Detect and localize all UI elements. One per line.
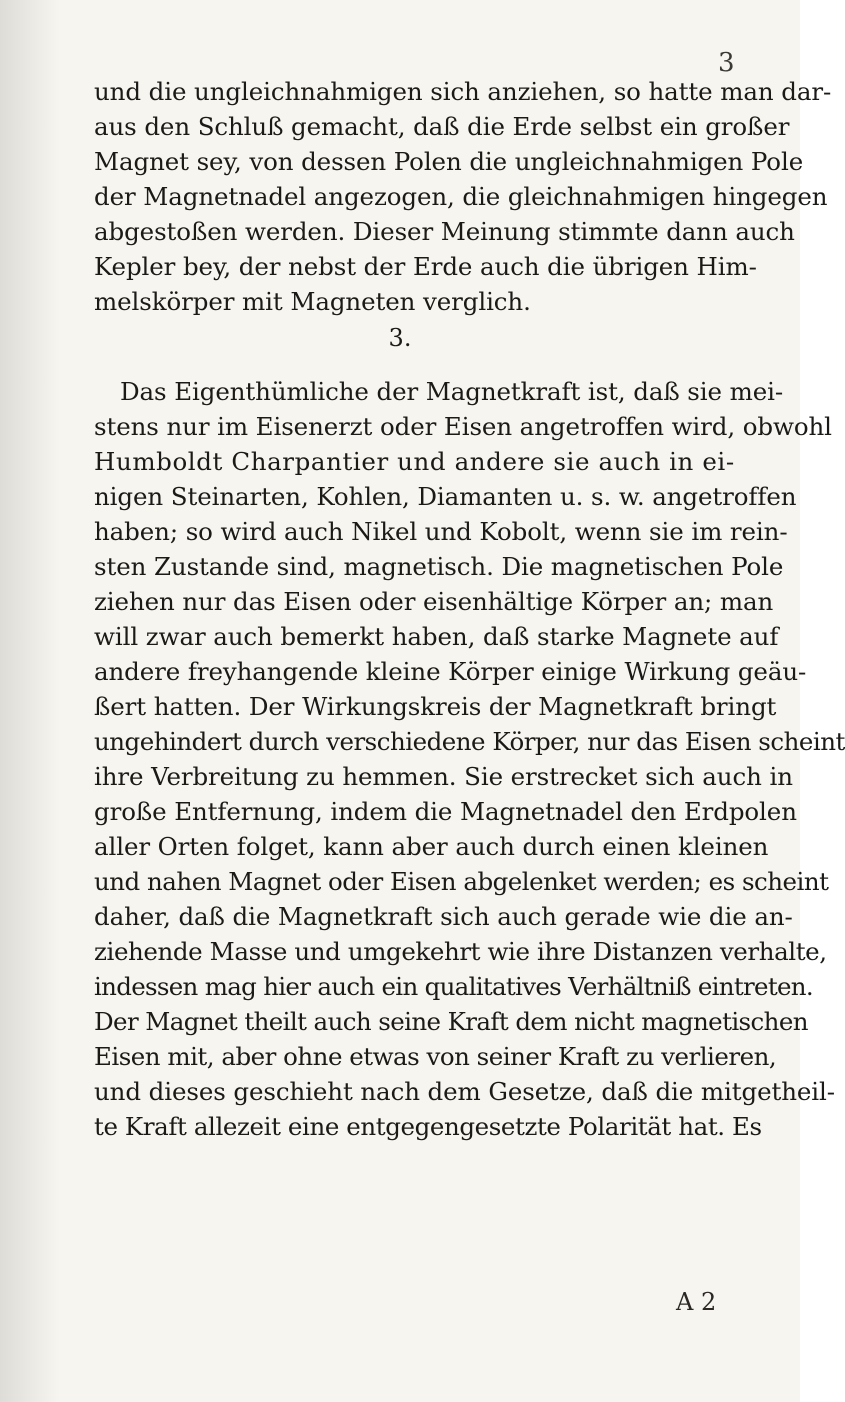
section-number: 3. (388, 324, 412, 352)
text-line: nigen Steinarten, Kohlen, Diamanten u. s. w. angetroffen (94, 482, 797, 511)
text-line: ihre Verbreitung zu hemmen. Sie erstrecket sich auch in (94, 762, 793, 791)
text-line: ziehen nur das Eisen oder eisenhältige Körper an; man (94, 587, 774, 616)
text-line: Magnet sey, von dessen Polen die ungleichnahmigen Pole (94, 147, 804, 176)
text-line: Eisen mit, aber ohne etwas von seiner Kraft zu verlieren, (94, 1042, 777, 1071)
text-line: Der Magnet theilt auch seine Kraft dem nicht magnetischen (94, 1007, 808, 1036)
text-line: ungehindert durch verschiedene Körper, nur das Eisen scheint (94, 727, 845, 756)
text-line: melskörper mit Magneten verglich. (94, 287, 531, 316)
text-line: ßert hatten. Der Wirkungskreis der Magnetkraft bringt (94, 692, 777, 721)
text-line: aus den Schluß gemacht, daß die Erde selbst ein großer (94, 112, 790, 141)
text-line: abgestoßen werden. Dieser Meinung stimmte dann auch (94, 217, 795, 246)
text-line: daher, daß die Magnetkraft sich auch gerade wie die an- (94, 902, 793, 931)
paragraph-2 (94, 374, 845, 1144)
text-line: haben; so wird auch Nikel und Kobolt, wenn sie im rein- (94, 517, 788, 546)
text-line: stens nur im Eisenerzt oder Eisen angetroffen wird, obwohl (94, 412, 832, 441)
text-line: und nahen Magnet oder Eisen abgelenket werden; es scheint (94, 867, 829, 896)
text-line: sten Zustande sind, magnetisch. Die magnetischen Pole (94, 552, 784, 581)
text-line: will zwar auch bemerkt haben, daß starke Magnete auf (94, 622, 779, 651)
text-line: große Entfernung, indem die Magnetnadel den Erdpolen (94, 797, 797, 826)
text-line: und dieses geschieht nach dem Gesetze, daß die mitgetheil- (94, 1077, 835, 1106)
text-line: andere freyhangende kleine Körper einige Wirkung geäu- (94, 657, 807, 686)
text-line: indessen mag hier auch ein qualitatives Verhältniß eintreten. (94, 972, 813, 1001)
text-line: Kepler bey, der nebst der Erde auch die übrigen Him- (94, 252, 757, 281)
text-line: Humboldt Charpantier und andere sie auch in ei- (94, 447, 735, 476)
text-line: aller Orten folget, kann aber auch durch einen kleinen (94, 832, 769, 861)
paragraph-1 (94, 74, 832, 319)
text-line: te Kraft allezeit eine entgegengesetzte Polarität hat. Es (94, 1112, 762, 1141)
text-line: ziehende Masse und umgekehrt wie ihre Distanzen verhalte, (94, 937, 827, 966)
text-line: Das Eigenthümliche der Magnetkraft ist, daß sie mei- (120, 377, 784, 406)
text-line: der Magnetnadel angezogen, die gleichnahmigen hingegen (94, 182, 828, 211)
signature-mark: A 2 (676, 1288, 717, 1316)
page-number: 3 (718, 48, 735, 78)
text-line: und die ungleichnahmigen sich anziehen, so hatte man dar- (94, 77, 832, 106)
